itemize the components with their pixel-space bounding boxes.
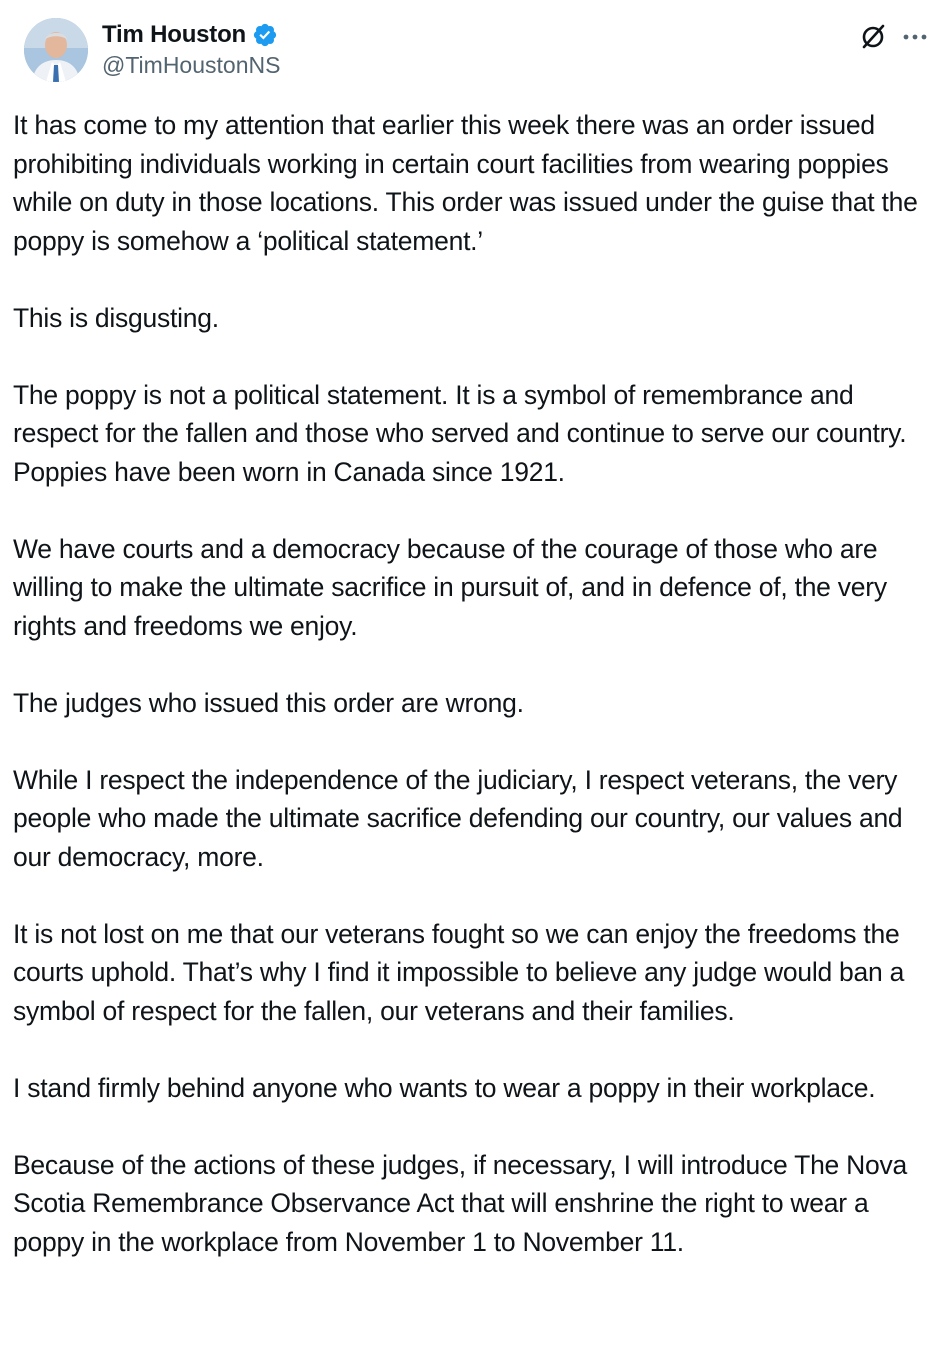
tweet-text: [13, 106, 925, 1300]
tweet-paragraph: I stand firmly behind anyone who wants to wear a poppy in their workplace.: [13, 1072, 876, 1103]
avatar[interactable]: [24, 18, 88, 82]
display-name-row: [102, 20, 280, 50]
tweet-paragraph: It is not lost on me that our veterans fought so we can enjoy the freedoms the courts uphold. That’s why I find it impossible to believe any judge would ban a symbol of respect for the fallen, our veterans and their families.: [13, 918, 905, 1026]
verified-badge-icon[interactable]: [252, 22, 278, 48]
tweet-paragraph: It has come to my attention that earlier this week there was an order issued prohibiting individuals working in certain court facilities from wearing poppies while on duty in those locations. This order was issued under the guise that the poppy is somehow a ‘political statement.’: [13, 110, 918, 256]
avatar-photo-icon: [24, 18, 88, 82]
author-display-name[interactable]: Tim Houston: [102, 21, 247, 48]
tweet-paragraph: This is disgusting.: [13, 302, 219, 333]
tweet-paragraph: The poppy is not a political statement. It is a symbol of remembrance and respect for the fallen and those who served and continue to serve our country. Poppies have been worn in Canada since 1921.: [13, 379, 907, 487]
tweet-paragraph: We have courts and a democracy because of the courage of those who are willing to make the ultimate sacrifice in pursuit of, and in defence of, the very rights and freedoms we enjoy.: [13, 533, 887, 641]
tweet-header: [12, 0, 917, 100]
grok-icon[interactable]: [858, 22, 888, 52]
author-names: [102, 20, 280, 79]
tweet-paragraph: Because of the actions of these judges, if necessary, I will introduce The Nova Scotia Remembrance Observance Act that will enshrine the right to wear a poppy in the workplace from November 1 to November 11.: [13, 1149, 908, 1257]
tweet-paragraph: While I respect the independence of the judiciary, I respect veterans, the very people who made the ultimate sacrifice defending our country, our values and our democracy, more.: [13, 764, 903, 872]
author-handle[interactable]: @TimHoustonNS: [102, 52, 281, 78]
more-options-icon[interactable]: [900, 22, 929, 52]
tweet-paragraph: The judges who issued this order are wrong.: [13, 687, 524, 718]
